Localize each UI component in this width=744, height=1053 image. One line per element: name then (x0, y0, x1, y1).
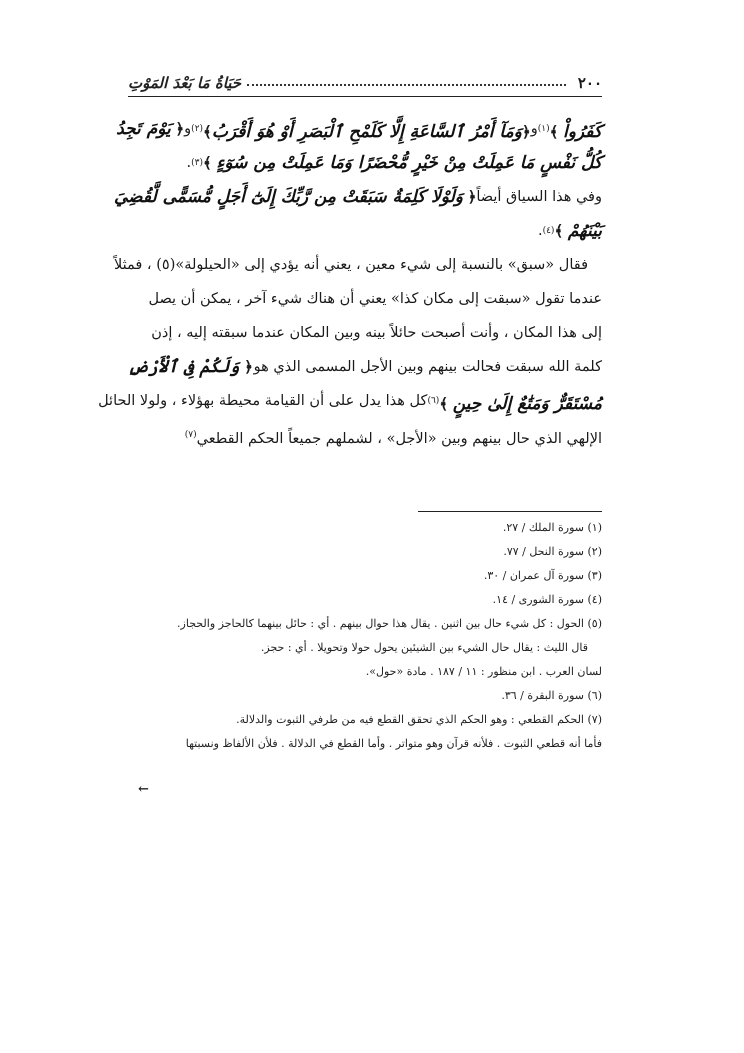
footnote-3: (٣) سورة آل عمران / ٣٠. (483, 569, 602, 582)
continue-arrow-icon: ← (138, 782, 149, 797)
page-number: ٢٠٠ (577, 74, 602, 92)
text-line-1: كَفَرُواْ ﴾$^{(١)}$ و ﴿وَمَآ أَمْرُ ٱلسَّاعَةِ إِلَّا كَلَمْحِ ٱلْبَصَرِ أَوْ هُوَ أَقْرَبُ﴾$^{(٢)}$ و ﴿ يَوْمَ تَجِدُ (116, 119, 602, 142)
main-text (98, 112, 602, 452)
text-line-2: كُلُّ نَفْسٍ مَا عَمِلَتْ مِنْ خَيْرٍ مُّحْضَرًا وَمَا عَمِلَتْ مِن سُوٓءٍ ﴾ (٣) . (186, 153, 602, 173)
running-title: حَيَاةُ مَا بَعْدَ المَوْتِ (128, 74, 242, 92)
page-header (128, 66, 602, 92)
text-line-6: عندما تقول «سبقت إلى مكان كذا» يعني أن هناك شيء آخر ، يمكن أن يصل (148, 291, 602, 307)
footnote-6: (٦) سورة البقرة / ٣٦. (501, 689, 602, 702)
footnote-1: (١) سورة الملك / ٢٧. (502, 521, 602, 534)
footnote-5-cont-2: لسان العرب . ابن منظور : ١١ / ١٨٧ . مادة «حول». (365, 665, 602, 678)
header-dot-leader (247, 84, 566, 86)
footnote-4: (٤) سورة الشورى / ١٤. (492, 593, 602, 606)
footnote-5: (٥) الحول : كل شيء حال بين اثنين . يقال هذا حوال بينهم . أي : حائل بينهما كالحاجز والحجاز. (177, 617, 602, 630)
footnote-7: (٧) الحكم القطعي : وهو الحكم الذي تحقق القطع فيه من طرفي الثبوت والدلالة. (236, 713, 602, 726)
text-line-7: إلى هذا المكان ، وأنت أصبحت حائلاً بينه وبين المكان عندما سبقته إليه ، إذن (151, 325, 602, 341)
text-line-4: بَيْنَهُمْ ﴾ (٤) . (537, 221, 602, 241)
footnote-7-cont: فأما أنه قطعي الثبوت . فلأنه قرآن وهو متواتر . وأما القطع في الدلالة . فلأن الألفاظ ونسبتها (185, 737, 602, 750)
footnote-5-cont-1: قال الليث : يقال حال الشيء بين الشيئين يحول حولا وتحويلا . أي : حجز. (260, 641, 588, 654)
footnote-2: (٢) سورة النحل / ٧٧. (503, 545, 602, 558)
header-rule (128, 96, 602, 97)
footnotes (138, 516, 602, 797)
text-line-10: الإلهي الذي حال بينهم وبين «الأجل» ، لشملهم جميعاً الحكم القطعي$^{(٧)}$ (184, 430, 602, 447)
text-line-3: وفي هذا السياق أيضاً ﴿ وَلَوْلَا كَلِمَةٌ سَبَقَتْ مِن رَّبِّكَ إِلَىٰٓ أَجَلٍ مُّسَمًّى لَّقُضِيَ (113, 187, 602, 207)
text-line-5: فقال «سبق» بالنسبة إلى شيء معين ، يعني أنه يؤدي إلى «الحيلولة»(٥) ، فمثلاً (113, 257, 588, 273)
text-line-8: كلمة الله سبقت فحالت بينهم وبين الأجل المسمى الذي هو ﴿ وَلَكُمْ فِى ٱلْأَرْضِ (128, 357, 602, 377)
footnote-rule (418, 511, 602, 512)
text-line-9: مُسْتَقَرٌّ وَمَتَٰعٌ إِلَىٰ حِينٍ ﴾$^{(٦)}$ كل هذا يدل على أن القيامة محيطة بهؤلاء ، ولولا الحائل (98, 393, 602, 414)
